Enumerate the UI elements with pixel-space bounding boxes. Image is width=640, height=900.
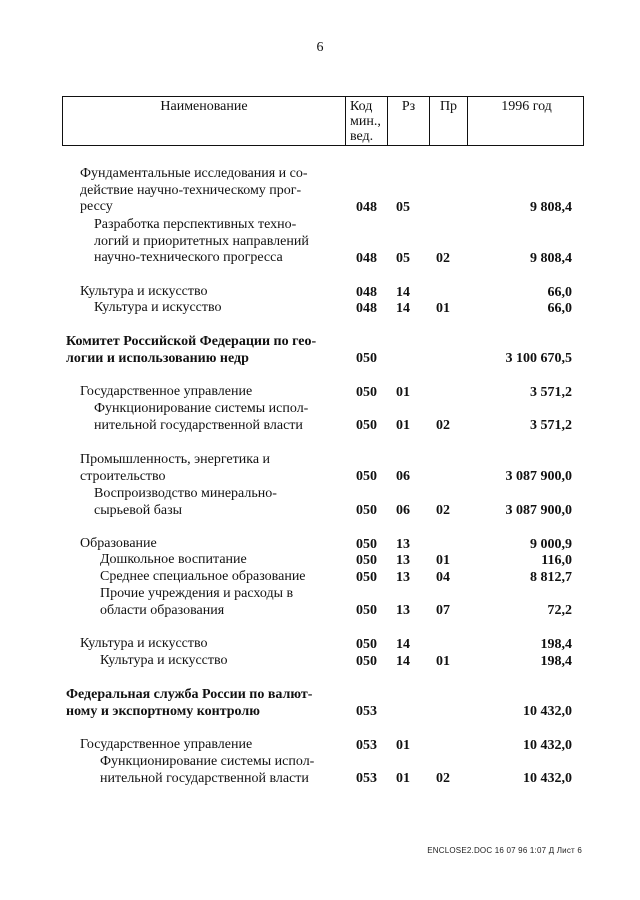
row-name-line: Культура и искусство [80, 636, 208, 651]
row-name-line: рессу [80, 199, 113, 214]
row-rz: 14 [396, 653, 410, 669]
table-row [0, 754, 640, 787]
row-kod: 050 [356, 653, 377, 669]
row-value: 9 000,9 [530, 536, 572, 552]
row-name-line: нительной государственной власти [100, 770, 309, 786]
row-name [66, 334, 316, 367]
table-row [0, 653, 640, 670]
row-name [100, 552, 247, 569]
row-name-line: Культура и искусство [100, 653, 228, 668]
row-name [80, 384, 252, 401]
row-kod: 050 [356, 417, 377, 433]
row-name [94, 300, 222, 317]
row-pr: 07 [436, 602, 450, 618]
row-rz: 01 [396, 737, 410, 753]
table-row [0, 384, 640, 401]
header-kod-line: Код [350, 99, 373, 114]
table-row [0, 300, 640, 317]
row-pr: 02 [436, 417, 450, 433]
row-name [100, 569, 306, 586]
row-pr: 01 [436, 653, 450, 669]
table-row [0, 737, 640, 754]
row-kod: 050 [356, 350, 377, 366]
row-kod: 048 [356, 199, 377, 215]
row-kod: 053 [356, 737, 377, 753]
row-value: 9 808,4 [530, 250, 572, 266]
row-value: 116,0 [541, 552, 572, 568]
row-name [66, 687, 312, 720]
document-footer: ENCLOSE2.DOC 16 07 96 1:07 Д Лист 6 [427, 846, 582, 855]
row-kod: 050 [356, 552, 377, 568]
table-row [0, 586, 640, 619]
row-value: 66,0 [547, 284, 572, 300]
row-name-line: действие научно-техническому прог- [80, 182, 302, 198]
row-name [100, 586, 293, 619]
row-value: 10 432,0 [523, 770, 572, 786]
header-pr: Пр [429, 97, 467, 145]
row-name-line: сырьевой базы [94, 502, 182, 518]
table-row [0, 569, 640, 586]
row-name-line: строительство [80, 468, 166, 484]
row-name-line: Функционирование системы испол- [100, 754, 315, 769]
table-row [0, 334, 640, 367]
table-row [0, 166, 640, 216]
row-rz: 01 [396, 417, 410, 433]
row-value: 9 808,4 [530, 199, 572, 215]
row-kod: 048 [356, 250, 377, 266]
row-rz: 05 [396, 199, 410, 215]
row-rz: 06 [396, 502, 410, 518]
row-name-line: Функционирование системы испол- [94, 401, 309, 416]
row-name-line: Культура и искусство [94, 300, 222, 315]
row-rz: 01 [396, 384, 410, 400]
header-year: 1996 год [467, 97, 585, 145]
row-kod: 048 [356, 284, 377, 300]
row-name-line: ному и экспортному контролю [66, 703, 260, 719]
row-name-line: Комитет Российской Федерации по гео- [66, 334, 317, 349]
row-name [100, 754, 314, 787]
table-row [0, 284, 640, 301]
header-kod-line: мин., [350, 114, 381, 129]
row-value: 3 571,2 [530, 384, 572, 400]
row-rz: 14 [396, 284, 410, 300]
row-name [80, 636, 208, 653]
table-row [0, 536, 640, 553]
row-value: 198,4 [540, 636, 572, 652]
row-rz: 06 [396, 468, 410, 484]
table-row [0, 452, 640, 485]
row-name [80, 737, 252, 754]
row-name-line: нительной государственной власти [94, 417, 303, 433]
row-name-line: логии и использованию недр [66, 350, 249, 366]
header-rz: Рз [387, 97, 429, 145]
row-rz: 14 [396, 300, 410, 316]
row-value: 72,2 [547, 602, 572, 618]
row-name-line: области образования [100, 602, 225, 618]
row-kod: 050 [356, 502, 377, 518]
row-name-line: Федеральная служба России по валют- [66, 687, 313, 702]
row-name-line: Среднее специальное образование [100, 569, 306, 584]
row-value: 3 087 900,0 [505, 468, 572, 484]
row-name-line: Промышленность, энергетика и [80, 452, 271, 467]
row-pr: 04 [436, 569, 450, 585]
row-value: 3 100 670,5 [505, 350, 572, 366]
table-row [0, 687, 640, 720]
header-name: Наименование [160, 99, 248, 114]
row-kod: 050 [356, 384, 377, 400]
row-name-line: логий и приоритетных направлений [94, 233, 309, 249]
row-name-line: Разработка перспективных техно- [94, 217, 297, 232]
row-name [100, 653, 228, 670]
row-name-line: Образование [80, 536, 157, 551]
row-rz: 05 [396, 250, 410, 266]
row-value: 66,0 [547, 300, 572, 316]
row-kod: 050 [356, 602, 377, 618]
row-value: 10 432,0 [523, 703, 572, 719]
row-value: 3 571,2 [530, 417, 572, 433]
row-value: 10 432,0 [523, 737, 572, 753]
row-name-line: научно-технического прогресса [94, 250, 283, 265]
table-row [0, 636, 640, 653]
row-rz: 01 [396, 770, 410, 786]
row-name-line: Дошкольное воспитание [100, 552, 247, 567]
row-name [94, 486, 277, 519]
row-kod: 050 [356, 468, 377, 484]
row-name [80, 536, 157, 553]
row-rz: 14 [396, 636, 410, 652]
row-pr: 01 [436, 300, 450, 316]
row-name [94, 217, 309, 267]
row-rz: 13 [396, 552, 410, 568]
table-row [0, 486, 640, 519]
row-value: 3 087 900,0 [505, 502, 572, 518]
row-rz: 13 [396, 602, 410, 618]
table-row [0, 217, 640, 267]
row-name-line: Прочие учреждения и расходы в [100, 586, 294, 601]
row-kod: 053 [356, 703, 377, 719]
row-kod: 050 [356, 536, 377, 552]
row-pr: 01 [436, 552, 450, 568]
row-pr: 02 [436, 502, 450, 518]
row-rz: 13 [396, 536, 410, 552]
row-name [80, 166, 308, 216]
row-kod: 053 [356, 770, 377, 786]
row-name [80, 284, 208, 301]
row-pr: 02 [436, 250, 450, 266]
row-name-line: Воспроизводство минерально- [94, 486, 277, 501]
table-row [0, 552, 640, 569]
row-rz: 13 [396, 569, 410, 585]
row-kod: 050 [356, 636, 377, 652]
row-pr: 02 [436, 770, 450, 786]
row-name-line: Культура и искусство [80, 284, 208, 299]
row-name-line: Фундаментальные исследования и со- [80, 166, 308, 181]
page-number: 6 [316, 40, 324, 55]
row-value: 198,4 [540, 653, 572, 669]
row-name-line: Государственное управление [80, 384, 253, 399]
row-kod: 050 [356, 569, 377, 585]
row-name [94, 401, 308, 434]
header-kod-line: вед. [350, 129, 374, 144]
row-value: 8 812,7 [530, 569, 572, 585]
row-name-line: Государственное управление [80, 737, 253, 752]
row-kod: 048 [356, 300, 377, 316]
table-row [0, 401, 640, 434]
row-name [80, 452, 270, 485]
